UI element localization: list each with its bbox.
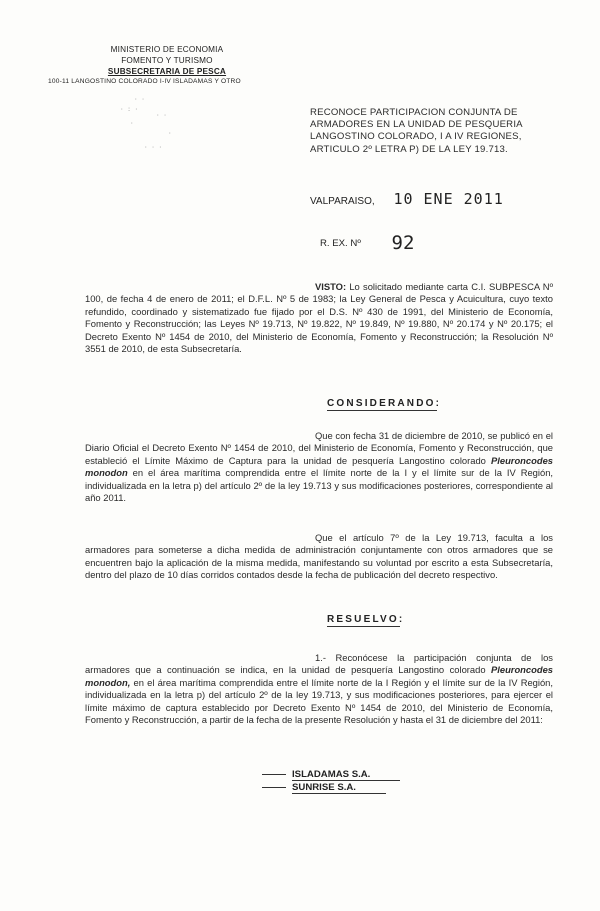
ministry-name-2: FOMENTO Y TURISMO	[121, 56, 213, 65]
visto-paragraph	[85, 281, 553, 355]
armador-name: ISLADAMAS S.A.	[292, 769, 400, 781]
visto-label: VISTO:	[315, 281, 347, 292]
place-date-line	[310, 190, 504, 208]
subject-line: RECONOCE PARTICIPACION CONJUNTA DE	[310, 107, 518, 118]
resuelvo-paragraph-1	[85, 652, 553, 726]
date-stamp: 10 ENE 2011	[393, 190, 504, 208]
subject-line: ARMADORES EN LA UNIDAD DE PESQUERIA	[310, 119, 523, 131]
subject-line: LANGOSTINO COLORADO, I A IV REGIONES,	[310, 131, 522, 143]
armador-name: SUNRISE S.A.	[292, 782, 386, 794]
considerando-paragraph-2: Que el artículo 7º de la Ley 19.713, faculta a los armadores para someterse a dicha medida de administración conjuntamente con otros armadores que se encuentren bajo la aplicación de la misma medida, manifestando su voluntad por escrito a esta Subsecretaría, dentro del plazo de 10 días corridos contados desde la fecha de publicación del decreto respectivo.	[85, 532, 553, 581]
armador-item	[268, 781, 400, 794]
resolution-label: R. EX. Nº	[320, 238, 361, 249]
ministry-name: MINISTERIO DE ECONOMIA	[110, 45, 224, 54]
species-name: Pleuroncodes monodon	[85, 454, 553, 479]
armador-item	[268, 768, 400, 781]
considerando-heading: CONSIDERANDO:	[327, 398, 442, 409]
considerando-paragraph-1	[85, 430, 553, 504]
letterhead	[48, 44, 282, 86]
subject-block	[310, 107, 550, 156]
visto-text: Lo solicitado mediante carta C.I. SUBPESCA Nº 100, de fecha 4 de enero de 2011; el D.F.L. Nº 5 de 1983; la Ley General de Pesca y Acuicultura, cuyo texto refundido, coordinado y sistematizado fue fijado por el D.S. Nº 430 de 1991, del Ministerio de Economía, Fomento y Reconstrucción; las Leyes Nº 19.713, Nº 19.822, Nº 19.849, Nº 19.880, Nº 20.174 y Nº 20.175; el Decreto Exento Nº 1454 de 2010, del Ministerio de Economía, Fomento y Reconstrucción; la Resolución Nº 3551 de 2010, de esta Subsecretaría.	[85, 281, 554, 355]
resolution-number: 92	[391, 232, 415, 254]
resuelvo-heading: RESUELVO:	[327, 614, 405, 625]
place: VALPARAISO,	[310, 196, 375, 207]
subject-line: ARTICULO 2º LETRA P) DE LA LEY 19.713.	[310, 143, 508, 155]
paragraph-text: 1.- Reconócese la participación conjunta de los armadores que a continuación se indica, en la unidad de pesquería Langostino colorado	[85, 652, 553, 676]
resolution-number-line	[320, 232, 414, 254]
faded-stamp: · · · : · · · · · · · ·	[120, 96, 172, 151]
paragraph-text: en el área marítima comprendida entre el límite norte de la I Región y el límite sur de la IV Región, individualizada en la letra p) del artículo 2º de la ley 19.713, y sus modificaciones posteriores, para ejercer el límite máximo de captura establecido por Decreto Exento Nº 1454 de 2010, del Ministerio de Economía, Fomento y Reconstrucción, a partir de la fecha de la presente Resolución y hasta el 31 de diciembre del 2011:	[85, 676, 554, 726]
paragraph-text: en el área marítima comprendida entre el límite norte de la I y el límite sur de la IV Región, individualizada en la letra p) del artículo 2º de la ley 19.713 y sus modificaciones posteriores, correspondiente al año 2011.	[85, 467, 554, 504]
armadores-list	[268, 768, 400, 794]
file-code: 100-11 LANGOSTINO COLORADO I-IV ISLADAMAS Y OTRO	[48, 78, 241, 85]
paragraph-text: Que con fecha 31 de diciembre de 2010, se publicó en el Diario Oficial el Decreto Exento Nº 1454 de 2010, del Ministerio de Economía, Fomento y Reconstrucción, que estableció el Límite Máximo de Captura para la unidad de pesquería Langostino colorado	[85, 430, 553, 466]
species-name: Pleuroncodes monodon,	[85, 664, 553, 688]
subsecretaria-name: SUBSECRETARIA DE PESCA	[107, 67, 227, 76]
